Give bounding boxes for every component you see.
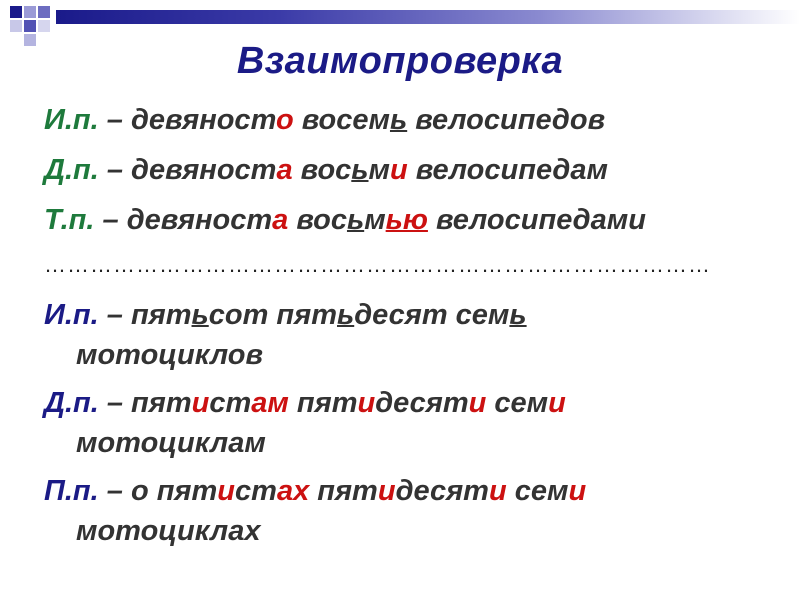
text-segment: велосипедам bbox=[407, 154, 608, 186]
ending-highlight: и bbox=[548, 387, 566, 419]
declension-row-dative bbox=[44, 145, 784, 195]
dash: – bbox=[98, 475, 131, 507]
text-segment: пят bbox=[130, 299, 192, 331]
ending-highlight: о bbox=[275, 104, 294, 136]
soft-sign-underlined: ь bbox=[389, 104, 408, 136]
declension-row-instrumental bbox=[44, 195, 784, 245]
deco-square bbox=[38, 6, 50, 18]
text-segment: девяност bbox=[126, 204, 273, 236]
declension-row-dative-2 bbox=[44, 383, 784, 463]
case-label: Д.п. bbox=[44, 387, 99, 419]
text-segment: вос bbox=[288, 204, 347, 236]
deco-square bbox=[38, 20, 50, 32]
text-segment: десят bbox=[395, 475, 489, 507]
ending-highlight: ам bbox=[251, 387, 289, 419]
text-segment: пят bbox=[288, 387, 358, 419]
deco-square bbox=[24, 6, 36, 18]
text-segment: восем bbox=[293, 104, 390, 136]
case-label: И.п. bbox=[44, 104, 99, 136]
text-segment: м bbox=[368, 154, 390, 186]
soft-sign-underlined: ь bbox=[191, 299, 209, 331]
text-segment: девяност bbox=[130, 104, 276, 136]
case-label: Д.п. bbox=[44, 154, 99, 186]
row-continuation: мотоциклам bbox=[76, 427, 266, 459]
ending-highlight: и bbox=[468, 387, 487, 419]
declension-row-prepositional bbox=[44, 471, 784, 551]
ending-highlight: и bbox=[568, 475, 587, 507]
slide-content bbox=[44, 95, 784, 551]
text-segment: ст bbox=[235, 475, 277, 507]
ending-highlight: и bbox=[217, 475, 236, 507]
text-segment: сот пят bbox=[208, 299, 337, 331]
row-continuation: мотоциклов bbox=[76, 339, 264, 371]
text-segment: м bbox=[364, 204, 386, 236]
ending-highlight: ах bbox=[276, 475, 310, 507]
ending-highlight: и bbox=[191, 387, 210, 419]
text-segment: велосипедами bbox=[427, 204, 646, 236]
ending-highlight: и bbox=[357, 387, 376, 419]
slide-title: Взаимопроверка bbox=[236, 40, 564, 82]
row-line-1 bbox=[44, 383, 784, 423]
text-segment: сем bbox=[506, 475, 569, 507]
text-segment: пят bbox=[309, 475, 378, 507]
text-segment: девяност bbox=[131, 154, 277, 186]
text-segment: вос bbox=[292, 154, 352, 186]
soft-sign-underlined: ь bbox=[351, 154, 369, 186]
text-segment: десят bbox=[375, 387, 469, 419]
deco-square bbox=[24, 20, 36, 32]
ending-highlight: и bbox=[488, 475, 507, 507]
deco-square bbox=[10, 6, 22, 18]
declension-row-nominative bbox=[44, 95, 784, 145]
text-segment: о пят bbox=[130, 475, 218, 507]
case-label: П.п. bbox=[44, 475, 99, 507]
soft-sign-underlined: ь bbox=[346, 204, 365, 236]
text-segment: десят сем bbox=[354, 299, 510, 331]
row-line-1 bbox=[44, 295, 784, 335]
declension-row-nominative-2 bbox=[44, 295, 784, 375]
dash: – bbox=[94, 204, 127, 236]
ending-highlight: и bbox=[389, 154, 408, 186]
text-segment: ст bbox=[209, 387, 252, 419]
case-label: Т.п. bbox=[44, 204, 95, 236]
ending-highlight: а bbox=[276, 154, 293, 186]
text-segment: пят bbox=[131, 387, 192, 419]
ending-highlight: ью bbox=[385, 204, 428, 236]
deco-square bbox=[10, 20, 22, 32]
dotted-separator: …………………………………………………………………………… bbox=[44, 252, 711, 277]
soft-sign-underlined: ь bbox=[509, 299, 527, 331]
row-continuation: мотоциклах bbox=[76, 515, 261, 547]
row-line-1 bbox=[44, 471, 784, 511]
soft-sign-underlined: ь bbox=[337, 299, 355, 331]
ending-highlight: и bbox=[377, 475, 396, 507]
text-segment: сем bbox=[486, 387, 549, 419]
case-label: И.п. bbox=[44, 299, 99, 331]
dash: – bbox=[98, 154, 132, 186]
dash: – bbox=[98, 104, 131, 136]
text-segment: велосипедов bbox=[407, 104, 606, 136]
header-gradient-bar bbox=[56, 10, 800, 24]
dash: – bbox=[98, 299, 131, 331]
dash: – bbox=[98, 387, 132, 419]
ending-highlight: а bbox=[272, 204, 289, 236]
